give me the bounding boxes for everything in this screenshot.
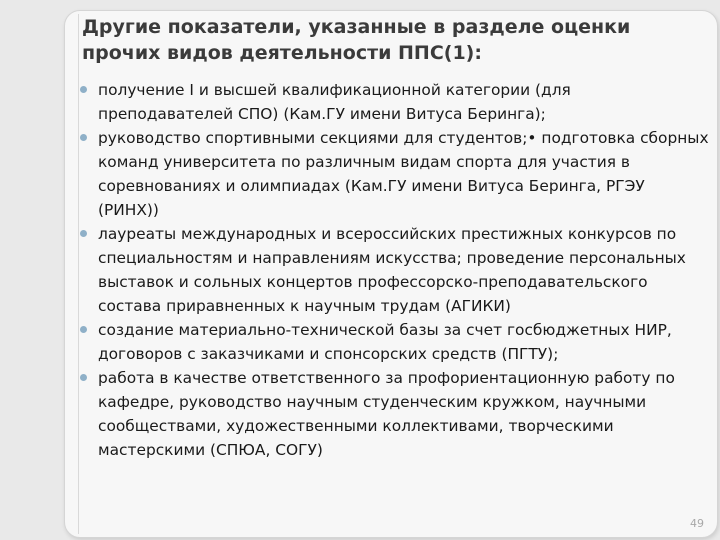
list-item (70, 222, 710, 318)
list-item-text: получение I и высшей квалификационной категории (для преподавателей СПО) (Кам.ГУ имени Витуса Беринга); (98, 81, 571, 123)
bullet-icon (80, 326, 87, 333)
page-number: 49 (690, 517, 704, 530)
slide-title: Другие показатели, указанные в разделе оценки прочих видов деятельности ППС(1): (82, 16, 631, 64)
list-item-text: создание материально-технической базы за счет госбюджетных НИР, договоров с заказчиками и спонсорских средств (ПГТУ); (98, 321, 672, 363)
bullet-icon (80, 134, 87, 141)
list-item-text: руководство спортивными секциями для студентов;• подготовка сборных команд университета по различным видам спорта для участия в соревнованиях и олимпиадах (Кам.ГУ имени Витуса Беринга, РГЭУ (РИНХ)) (98, 129, 709, 219)
list-item (70, 78, 710, 126)
list-item-text: работа в качестве ответственного за профориентационную работу по кафедре, руководство научным студенческим кружком, научными сообществами, художественными коллективами, творческими мастерскими (СПЮА, СОГУ) (98, 369, 675, 459)
list-item (70, 318, 710, 366)
bullet-icon (80, 230, 87, 237)
bullet-list (70, 78, 710, 462)
bullet-icon (80, 374, 87, 381)
bullet-icon (80, 86, 87, 93)
list-item (70, 366, 710, 462)
list-item-text: лауреаты международных и всероссийских престижных конкурсов по специальностям и направлениям искусства; проведение персональных выставок и сольных концертов профессорско-преподавательского состава приравненных к научным трудам (АГИКИ) (98, 225, 686, 315)
list-item (70, 126, 710, 222)
